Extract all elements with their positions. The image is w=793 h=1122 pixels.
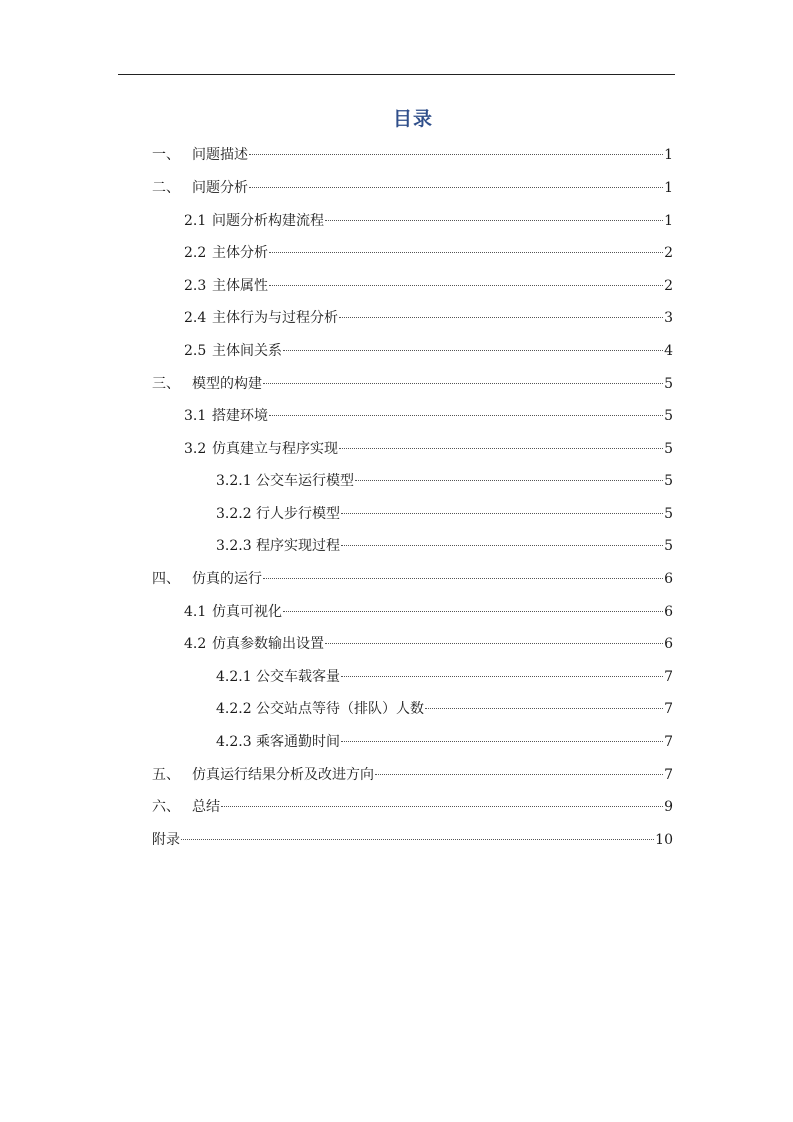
toc-entry-page: 10 (655, 832, 673, 848)
toc-entry-title: 主体分析 (212, 245, 268, 261)
toc-leader-dots (249, 154, 663, 155)
toc-entry-number: 3.1 (184, 408, 207, 424)
header-rule (118, 74, 675, 75)
toc-entry-number: 五、 (152, 767, 180, 783)
toc-entry-title: 公交车载客量 (256, 669, 340, 685)
toc-entry[interactable] (184, 275, 673, 297)
toc-leader-dots (249, 187, 663, 188)
toc-entry-title: 乘客通勤时间 (256, 734, 340, 750)
toc-leader-dots (341, 676, 663, 677)
toc-entry-number: 2.4 (184, 310, 207, 326)
toc-entry-page: 7 (664, 669, 673, 685)
toc-entry[interactable] (152, 829, 673, 851)
toc-entry-title: 公交站点等待（排队）人数 (256, 701, 424, 717)
toc-entry-number: 二、 (152, 180, 180, 196)
toc-entry-number: 3.2.1 (216, 473, 252, 489)
toc-leader-dots (341, 545, 663, 546)
toc-entry-title: 主体属性 (212, 278, 268, 294)
toc-entry-title: 主体间关系 (212, 343, 282, 359)
toc-leader-dots (325, 220, 663, 221)
toc-entry[interactable] (184, 601, 673, 623)
toc-entry-title: 搭建环境 (212, 408, 268, 424)
toc-entry[interactable] (216, 731, 673, 753)
toc-leader-dots (339, 317, 663, 318)
toc-entry-number: 2.1 (184, 213, 207, 229)
toc-entry-title: 仿真参数输出设置 (212, 636, 324, 652)
toc-entry-title: 主体行为与过程分析 (212, 310, 338, 326)
toc-entry-page: 5 (664, 441, 673, 457)
toc-leader-dots (341, 741, 663, 742)
toc-entry-title: 程序实现过程 (256, 538, 340, 554)
toc-entry-page: 5 (664, 376, 673, 392)
toc-entry[interactable] (152, 796, 673, 818)
toc-entry-number: 3.2.3 (216, 538, 252, 554)
toc-entry[interactable] (152, 568, 673, 590)
toc-entry-title: 仿真建立与程序实现 (212, 441, 338, 457)
toc-entry-page: 1 (664, 213, 673, 229)
toc-entry-page: 7 (664, 767, 673, 783)
toc-entry-page: 2 (664, 245, 673, 261)
toc-entry-page: 1 (664, 147, 673, 163)
toc-entry[interactable] (216, 470, 673, 492)
toc-entry[interactable] (216, 666, 673, 688)
toc-entry-number: 4.2.3 (216, 734, 252, 750)
toc-leader-dots (263, 383, 663, 384)
toc-leader-dots (325, 643, 663, 644)
toc-leader-dots (341, 513, 663, 514)
toc-entry-number: 3.2 (184, 441, 207, 457)
toc-entry-number: 四、 (152, 571, 180, 587)
toc-entry-page: 5 (664, 506, 673, 522)
toc-leader-dots (269, 415, 663, 416)
toc-entry-number: 2.3 (184, 278, 207, 294)
toc-entry[interactable] (216, 535, 673, 557)
toc-entry-title: 问题分析构建流程 (212, 213, 324, 229)
toc-leader-dots (269, 285, 663, 286)
toc-entry-title: 仿真可视化 (212, 604, 282, 620)
toc-leader-dots (269, 252, 663, 253)
toc-entry-number: 三、 (152, 376, 180, 392)
toc-entry-page: 6 (664, 604, 673, 620)
toc-entry-number: 4.2.1 (216, 669, 252, 685)
toc-entry-title: 问题分析 (192, 180, 248, 196)
toc-title: 目录 (392, 108, 433, 130)
toc-entry-page: 9 (664, 799, 673, 815)
toc-leader-dots (425, 708, 663, 709)
toc-entry-title: 模型的构建 (192, 376, 262, 392)
toc-entry[interactable] (184, 633, 673, 655)
toc-entry-page: 6 (664, 636, 673, 652)
toc-leader-dots (339, 448, 663, 449)
toc-entry-number: 4.1 (184, 604, 207, 620)
toc-leader-dots (221, 806, 663, 807)
toc-entry[interactable] (184, 210, 673, 232)
toc-entry[interactable] (216, 698, 673, 720)
toc-entry[interactable] (152, 144, 673, 166)
toc-entry[interactable] (184, 438, 673, 460)
toc-entry-number: 4.2 (184, 636, 207, 652)
toc-entry[interactable] (152, 764, 673, 786)
toc-entry[interactable] (152, 373, 673, 395)
toc-entry-page: 4 (664, 343, 673, 359)
toc-entry-title: 行人步行模型 (256, 506, 340, 522)
toc-entry-number: 2.5 (184, 343, 207, 359)
toc-entry-page: 1 (664, 180, 673, 196)
toc-entry-page: 3 (664, 310, 673, 326)
toc-leader-dots (283, 611, 663, 612)
toc-entry-page: 2 (664, 278, 673, 294)
toc-entry-number: 六、 (152, 799, 180, 815)
toc-entry-title: 总结 (192, 799, 220, 815)
toc-entry-title: 公交车运行模型 (256, 473, 354, 489)
toc-entry-page: 5 (664, 408, 673, 424)
toc-entry[interactable] (184, 242, 673, 264)
toc-entry[interactable] (184, 340, 673, 362)
toc-entry-page: 5 (664, 473, 673, 489)
toc-leader-dots (355, 480, 663, 481)
toc-entry-page: 6 (664, 571, 673, 587)
toc-entry-page: 7 (664, 701, 673, 717)
toc-entry-number: 4.2.2 (216, 701, 252, 717)
toc-entry[interactable] (216, 503, 673, 525)
toc-leader-dots (181, 839, 654, 840)
toc-entry-page: 7 (664, 734, 673, 750)
toc-entry-title: 附录 (152, 832, 180, 848)
toc-entry-page: 5 (664, 538, 673, 554)
toc-entry[interactable] (184, 405, 673, 427)
toc-entry-number: 3.2.2 (216, 506, 252, 522)
toc-entry-title: 仿真运行结果分析及改进方向 (192, 767, 374, 783)
toc-leader-dots (283, 350, 663, 351)
toc-entry-title: 问题描述 (192, 147, 248, 163)
toc-entry-number: 2.2 (184, 245, 207, 261)
toc-entry[interactable] (152, 177, 673, 199)
toc-entry-number: 一、 (152, 147, 180, 163)
toc-leader-dots (375, 774, 663, 775)
toc-leader-dots (263, 578, 663, 579)
toc-entry-title: 仿真的运行 (192, 571, 262, 587)
toc-entry[interactable] (184, 307, 673, 329)
